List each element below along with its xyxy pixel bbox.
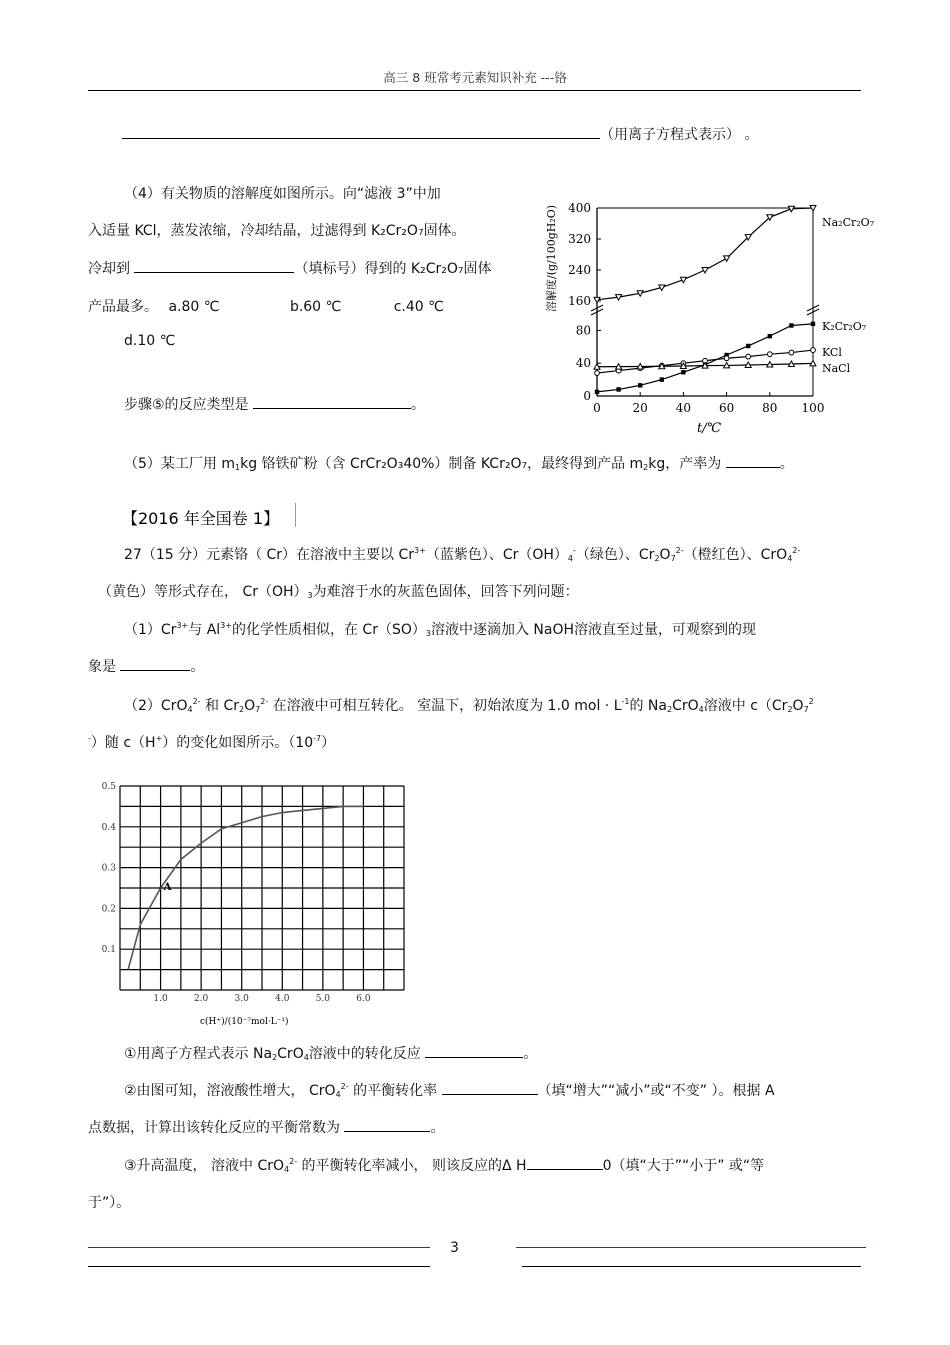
solubility-data-point: [595, 390, 599, 394]
solubility-data-point: [702, 268, 708, 274]
solubility-data-point: [660, 377, 664, 381]
header-rule: [88, 90, 861, 91]
q5-line: （5）某工厂用 $m_1kg$ 铬铁矿粉（含 CrCr₂O₃40%）制备 KCr₂O₇，最终得到产品 $m_2kg$，产率为 。: [124, 453, 794, 473]
q3-suffix: （用离子方程式表示） 。: [600, 127, 759, 143]
concentration-xtick-label: 3.0: [234, 994, 249, 1004]
q5-yield-blank[interactable]: [726, 453, 780, 468]
solubility-data-point: [746, 354, 751, 359]
solubility-xtick-label: 100: [801, 401, 825, 415]
q4-temp-blank[interactable]: [134, 258, 294, 273]
concentration-ytick-label: 0.1: [101, 945, 116, 956]
solubility-data-point: [789, 350, 794, 355]
footer-rule-right: [516, 1247, 866, 1248]
sub-question-1: ①用离子方程式表示 $Na_2CrO_4$溶液中的转化反应 。: [124, 1043, 537, 1063]
solubility-ytick-label: 160: [568, 294, 591, 308]
concentration-ytick-label: 0.4: [101, 822, 116, 833]
solubility-data-point: [767, 352, 772, 357]
q27-intro-line2: （黄色）等形式存在， $Cr(OH)_3$为难溶于水的灰蓝色固体，回答下列问题：: [98, 584, 579, 600]
solubility-data-point: [789, 323, 793, 327]
q27-intro: 27（15 分）元素铬（ Cr）在溶液中主要以 $Cr^{3+}$（蓝紫色）、$Cr(OH)_4^-$（绿色）、$Cr_2O_7^{2-}$（橙红色）、CrO$_4^{2-}$: [124, 546, 801, 563]
concentration-ytick-label: 0.2: [101, 904, 116, 915]
q4-line1: （4）有关物质的溶解度如图所示。向“滤液 3”中加: [124, 186, 441, 202]
ion-equation-blank[interactable]: [425, 1043, 523, 1058]
solubility-data-point: [616, 387, 620, 391]
section-divider: [295, 503, 296, 527]
solubility-xtick-label: 40: [675, 401, 692, 415]
solubility-data-point: [811, 322, 815, 326]
legend-nacl: NaCl: [822, 362, 851, 375]
sub-question-2-line2: 点数据，计算出该转化反应的平衡常数为 。: [88, 1117, 444, 1137]
solubility-xtick-label: 0: [593, 401, 601, 415]
legend-k2cr2o7: K₂Cr₂O₇: [822, 320, 867, 333]
solubility-data-point: [681, 370, 685, 374]
q27-part1: $(1)Cr^{3+}$与 $Al^{3+}$的化学性质相似，在 $Cr(SO)_3$溶液中逐滴加入 NaOH溶液直至过量，可观察到的现: [124, 621, 757, 638]
equilibrium-constant-blank[interactable]: [344, 1117, 430, 1132]
point-a-label: A: [163, 882, 172, 893]
formula-k2cr2o7: K₂Cr₂O₇: [370, 223, 424, 239]
concentration-xtick-label: 6.0: [356, 994, 371, 1004]
legend-na2cr2o7: Na₂Cr₂O₇: [822, 216, 875, 229]
solubility-data-point: [595, 371, 600, 376]
solubility-chart: [535, 196, 895, 446]
sub-question-2: ②由图可知，溶液酸性增大， CrO$_4^{2-}$ 的平衡转化率 （填“增大”“减小”或“不变” ）。根据 A: [124, 1082, 775, 1099]
option-c: c.40 ℃: [393, 299, 444, 315]
concentration-xtick-label: 1.0: [153, 994, 168, 1004]
page-header-title: 高三 8 班常考元素知识补充 ---铬: [383, 70, 567, 85]
option-b: b.60 ℃: [289, 299, 342, 315]
sub-question-3-line2: 于”）。: [88, 1195, 131, 1211]
q4-step5: 步骤⑤的反应类型是 。: [124, 394, 425, 414]
q4-line4: 产品最多。 a.80 ℃ b.60 ℃ c.40 ℃: [88, 299, 444, 315]
q27-part2: （2）CrO$_4^{2-}$ 和 $Cr_2O_7^{2-}$ 在溶液中可相互转化。 室温下，初始浓度为 1.0 mol · $L^{-1}$的 $Na_2CrO_4$溶液中 $c(Cr_2O_7^2$: [124, 697, 814, 714]
q4-line3: 冷却到 （填标号）得到的 K₂Cr₂O₇固体: [88, 258, 491, 278]
solubility-ytick-label: 400: [568, 201, 591, 215]
page-number: 3: [450, 1240, 459, 1256]
solubility-data-point: [724, 356, 729, 361]
solubility-data-point: [724, 256, 730, 262]
q3-blank[interactable]: [122, 124, 600, 139]
solubility-data-point: [746, 344, 750, 348]
solubility-ytick-label: 0: [583, 389, 591, 403]
footer-rule-left: [88, 1247, 430, 1248]
q4-line2: 入适量 KCl，蒸发浓缩，冷却结晶，过滤得到 K₂Cr₂O₇固体。: [88, 223, 466, 239]
concentration-ytick-label: 0.5: [101, 782, 116, 792]
point-a-marker: [159, 887, 162, 890]
solubility-xtick-label: 60: [718, 401, 735, 415]
concentration-xtick-label: 2.0: [193, 994, 209, 1004]
concentration-xlabel: c(H⁺)/(10⁻⁷mol·L⁻¹): [200, 1017, 289, 1027]
solubility-series-line: [597, 208, 813, 300]
solubility-data-point: [811, 348, 816, 353]
delta-h-blank[interactable]: [527, 1155, 603, 1170]
solubility-ytick-label: 80: [575, 323, 591, 338]
concentration-xtick-label: 5.0: [315, 994, 331, 1004]
solubility-data-point: [638, 383, 642, 387]
solubility-ytick-label: 320: [568, 232, 591, 246]
option-d: d.10 ℃: [124, 333, 176, 349]
sub-question-3: ③升高温度， 溶液中 CrO$_4^{2-}$ 的平衡转化率减小， 则该反应的Δ H 0（填“大于”“小于” 或“等: [124, 1157, 765, 1174]
solubility-data-point: [768, 334, 772, 338]
solubility-ylabel: 溶解度/(g/100gH₂O): [545, 204, 558, 312]
footer-rule-right-2: [522, 1266, 861, 1267]
solubility-xtick-label: 80: [762, 401, 778, 415]
phenomenon-blank[interactable]: [120, 656, 190, 671]
solubility-ytick-label: 40: [575, 356, 591, 371]
solubility-xtick-label: 20: [632, 401, 648, 415]
q27-part1-line2: 象是 。: [88, 656, 204, 676]
step5-blank[interactable]: [253, 394, 411, 409]
section-heading: 【2016 年全国卷 1】: [122, 509, 280, 528]
footer-rule-left-2: [88, 1266, 430, 1267]
concentration-ytick-label: 0.3: [101, 863, 116, 874]
q27-part2-line2: -）随 c（H+）的变化如图所示。$(10^{-7})$: [88, 734, 336, 751]
option-a: a.80 ℃: [168, 299, 220, 315]
legend-kcl: KCl: [822, 346, 842, 359]
concentration-chart: [100, 772, 420, 1032]
solubility-ytick-label: 240: [568, 263, 591, 277]
conversion-rate-blank[interactable]: [442, 1080, 538, 1095]
concentration-xtick-label: 4.0: [275, 994, 290, 1004]
q3-answer-line: [122, 124, 758, 144]
solubility-xlabel: t/℃: [697, 421, 722, 436]
